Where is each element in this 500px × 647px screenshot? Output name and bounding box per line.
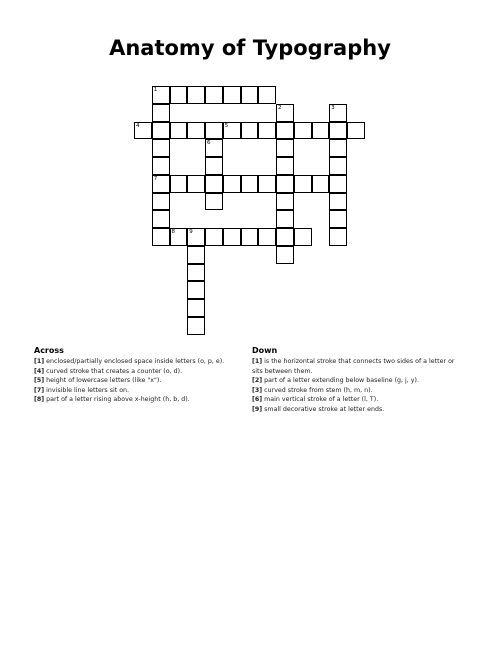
- grid-cell[interactable]: [294, 175, 312, 193]
- grid-cell[interactable]: [241, 228, 259, 246]
- across-heading: Across: [34, 346, 64, 355]
- clue-text: is the horizontal stroke that connects two sides of a letter or sits between them.: [252, 358, 455, 375]
- grid-cell[interactable]: [170, 86, 188, 104]
- clue-text: curved stroke from stem (h, m, n).: [264, 386, 373, 394]
- grid-cell[interactable]: [187, 281, 205, 299]
- grid-cell[interactable]: [312, 122, 330, 140]
- clue-number: [5]: [34, 377, 45, 385]
- cell-number: 1: [153, 87, 158, 93]
- grid-cell[interactable]: [329, 175, 347, 193]
- clue-across-7: [34, 386, 262, 396]
- cell-number: 9: [189, 229, 193, 235]
- cell-number: 7: [153, 175, 158, 182]
- clue-text: enclosed/partially enclosed space inside letters (o, p, e).: [46, 358, 225, 365]
- grid-cell[interactable]: [205, 228, 223, 246]
- grid-cell[interactable]: [187, 175, 205, 193]
- grid-cell[interactable]: [223, 228, 241, 246]
- grid-cell[interactable]: [258, 175, 276, 193]
- grid-cell[interactable]: [152, 139, 170, 157]
- grid-cell[interactable]: [170, 122, 188, 140]
- grid-cell[interactable]: [276, 122, 294, 140]
- grid-cell[interactable]: [187, 86, 205, 104]
- grid-cell[interactable]: [329, 104, 347, 122]
- clue-number: [8]: [34, 396, 45, 404]
- grid-cell[interactable]: [187, 317, 205, 335]
- grid-cell[interactable]: [152, 157, 170, 175]
- clue-down-3: [252, 386, 457, 396]
- clue-number: [7]: [34, 386, 45, 394]
- grid-cell[interactable]: [187, 228, 205, 246]
- grid-cell[interactable]: [187, 264, 205, 282]
- grid-cell[interactable]: [223, 175, 241, 193]
- clue-number: [4]: [34, 367, 45, 375]
- clue-across-8: [34, 395, 262, 405]
- grid-cell[interactable]: [187, 122, 205, 140]
- grid-cell[interactable]: [205, 86, 223, 104]
- grid-cell[interactable]: [205, 139, 223, 157]
- grid-cell[interactable]: [347, 122, 365, 140]
- clue-down-6: [252, 395, 457, 405]
- grid-cell[interactable]: [223, 122, 241, 140]
- page-title: Anatomy of Typography: [109, 36, 391, 60]
- grid-cell[interactable]: [187, 246, 205, 264]
- clue-text: part of a letter rising above x-height (h, b, d).: [46, 396, 190, 404]
- grid-cell[interactable]: [152, 193, 170, 211]
- clue-text: part of a letter extending below baseline (g, j, y).: [264, 377, 419, 385]
- grid-cell[interactable]: [241, 86, 259, 104]
- clue-across-1: [34, 357, 262, 367]
- grid-cell[interactable]: [170, 175, 188, 193]
- grid-cell[interactable]: [258, 122, 276, 140]
- cell-number: 2: [278, 104, 282, 111]
- grid-cell[interactable]: [294, 122, 312, 140]
- grid-cell[interactable]: [152, 175, 170, 193]
- grid-cell[interactable]: [329, 193, 347, 211]
- clue-across-5: [34, 376, 262, 386]
- grid-cell[interactable]: [329, 139, 347, 157]
- clue-number: [3]: [252, 386, 263, 394]
- grid-cell[interactable]: [329, 228, 347, 246]
- grid-cell[interactable]: [152, 104, 170, 122]
- cell-number: 3: [331, 104, 335, 111]
- grid-cell[interactable]: [258, 86, 276, 104]
- grid-cell[interactable]: [276, 193, 294, 211]
- grid-cell[interactable]: [205, 175, 223, 193]
- grid-cell[interactable]: [276, 175, 294, 193]
- clue-down-1: [252, 357, 457, 376]
- grid-cell[interactable]: [152, 210, 170, 228]
- grid-cell[interactable]: [276, 228, 294, 246]
- grid-cell[interactable]: [170, 228, 188, 246]
- clue-down-9: [252, 405, 457, 415]
- grid-cell[interactable]: [258, 228, 276, 246]
- clue-text: curved stroke that creates a counter (o, d).: [46, 367, 183, 375]
- clue-across-4: [34, 367, 262, 377]
- clue-number: [2]: [252, 377, 263, 385]
- clue-text: main vertical stroke of a letter (l, T).: [264, 396, 379, 404]
- grid-cell[interactable]: [276, 157, 294, 175]
- grid-cell[interactable]: [152, 122, 170, 140]
- clue-text: invisible line letters sit on.: [46, 386, 130, 394]
- grid-cell[interactable]: [241, 122, 259, 140]
- clue-text: height of lowercase letters (like "x").: [46, 377, 162, 385]
- clue-number: [9]: [252, 405, 263, 413]
- grid-cell[interactable]: [134, 122, 152, 140]
- grid-cell[interactable]: [294, 228, 312, 246]
- grid-cell[interactable]: [276, 139, 294, 157]
- across-clues: [34, 345, 262, 405]
- cell-number: 5: [224, 122, 229, 129]
- cell-number: 8: [171, 229, 175, 235]
- grid-cell[interactable]: [329, 157, 347, 175]
- clue-number: [6]: [252, 396, 263, 404]
- grid-cell[interactable]: [152, 86, 170, 104]
- grid-cell[interactable]: [223, 86, 241, 104]
- grid-cell[interactable]: [241, 175, 259, 193]
- down-clues: [252, 345, 457, 415]
- grid-cell[interactable]: [312, 175, 330, 193]
- clue-down-2: [252, 376, 457, 386]
- cell-number: 4: [136, 122, 140, 129]
- down-heading: Down: [252, 346, 278, 355]
- grid-cell[interactable]: [205, 157, 223, 175]
- grid-cell[interactable]: [276, 104, 294, 122]
- grid-cell[interactable]: [205, 193, 223, 211]
- grid-cell[interactable]: [276, 246, 294, 264]
- grid-cell[interactable]: [152, 228, 170, 246]
- cell-number: 6: [207, 140, 211, 147]
- grid-cell[interactable]: [205, 122, 223, 140]
- clue-text: small decorative stroke at letter ends.: [264, 405, 385, 413]
- grid-cell[interactable]: [276, 210, 294, 228]
- grid-cell[interactable]: [329, 210, 347, 228]
- clue-number: [1]: [252, 358, 263, 365]
- grid-cell[interactable]: [187, 299, 205, 317]
- grid-cell[interactable]: [329, 122, 347, 140]
- clue-number: [1]: [34, 358, 45, 365]
